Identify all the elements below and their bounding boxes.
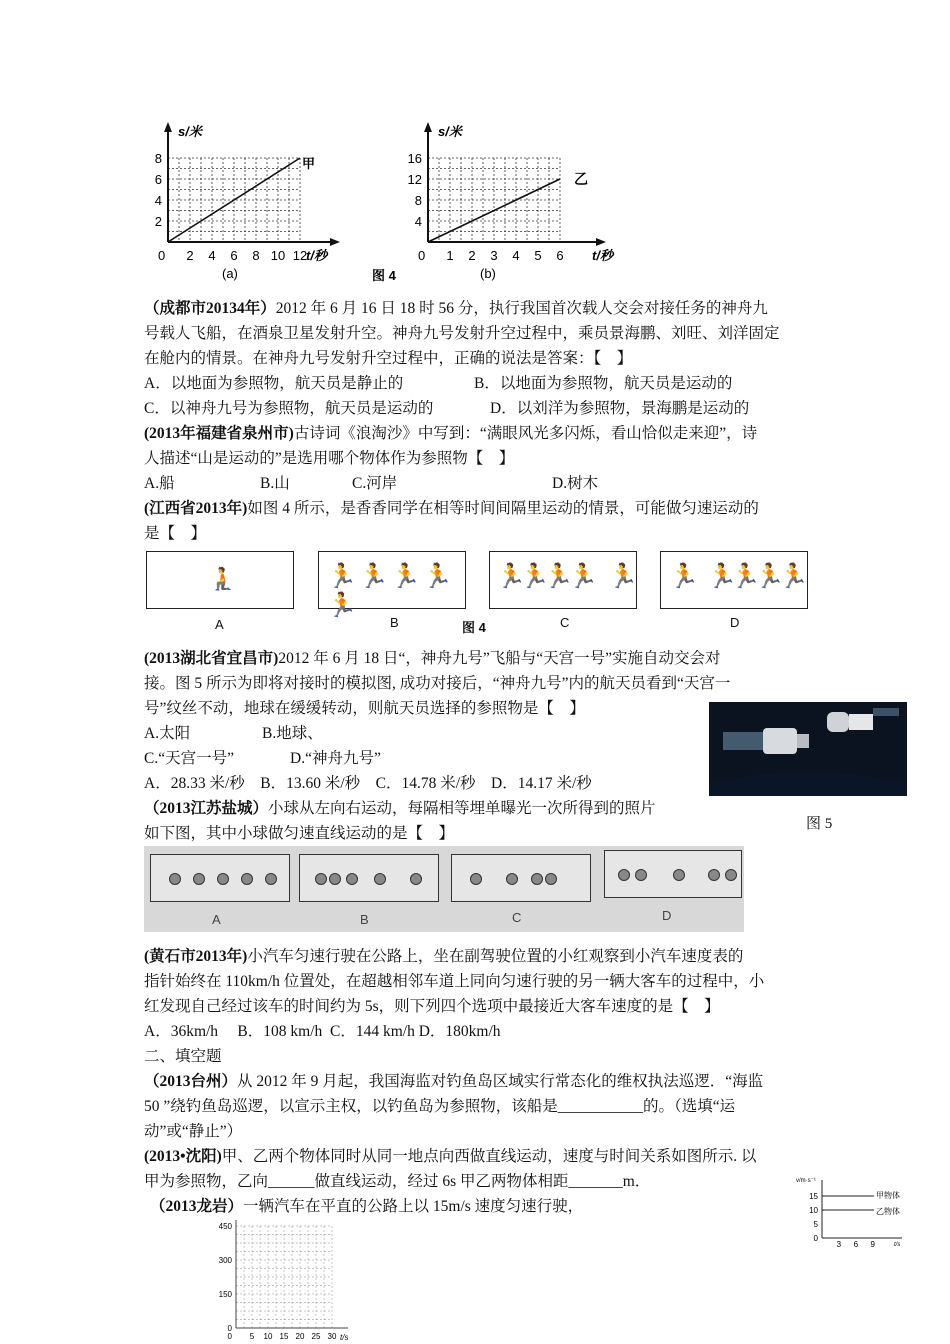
figure-4-caption: 图 4 <box>372 268 396 283</box>
q6-text1: 小汽车匀速行驶在公路上，坐在副驾驶位置的小红观察到小汽车速度表的 <box>247 948 744 965</box>
q8-y-tick: 10 <box>809 1206 818 1215</box>
q5-label-d: D <box>662 908 672 923</box>
graph-a <box>155 122 340 281</box>
graph-b-sublabel: (b) <box>480 266 496 281</box>
q3-line2: 是【 】 <box>144 525 207 542</box>
q3-caption: 图 4 <box>462 620 486 635</box>
q9-blank-graph <box>200 1218 360 1344</box>
q1-option-c: C．以神舟九号为参照物，航天员是运动的 <box>144 400 434 417</box>
q5-balls-b <box>314 872 426 890</box>
q4-extra-options: A．28.33 米/秒 B．13.60 米/秒 C．14.78 米/秒 D．14.17 米/秒 <box>144 775 592 792</box>
q3-label-d: D <box>730 615 740 630</box>
graph-a-origin: 0 <box>158 248 166 263</box>
q5-text1: 小球从左向右运动，每隔相等埋单曝光一次所得到的照片 <box>268 800 656 817</box>
figure-4-graphs <box>140 118 650 288</box>
graph-b-y-arrow <box>424 122 432 132</box>
q8-line1 <box>144 1146 757 1168</box>
graph-a-x-arrow <box>330 238 340 246</box>
q3-panel-d <box>660 551 808 609</box>
q2-line2: 人描述“山是运动的”是选用哪个物体作为参照物【 】 <box>144 450 515 467</box>
q9-y-tick: 300 <box>218 1256 232 1265</box>
q3-text1: 如图 4 所示，是香香同学在相等时间间隔里运动的情景，可能做匀速运动的 <box>247 500 759 517</box>
q9-x-tick: 5 <box>249 1332 255 1341</box>
q9-x-tick: 25 <box>311 1332 321 1341</box>
q1-option-d: D．以刘洋为参照物，景海鹏是运动的 <box>490 400 750 417</box>
q5-source: （2013江苏盐城） <box>144 800 269 817</box>
x-tick-label: 1 <box>446 248 454 263</box>
runner-icon-c4: 🏃 <box>568 564 598 590</box>
q3-label-a: A <box>215 617 224 632</box>
q3-source: (江西省2013年) <box>144 500 248 517</box>
y-tick-label: 2 <box>154 214 162 229</box>
q5-photo-strip <box>144 846 744 932</box>
graph-a-sublabel: (a) <box>222 266 238 281</box>
figure-5-caption: 图 5 <box>806 816 833 832</box>
q4-option-c: C.“天宫一号” <box>144 750 234 767</box>
q9-text1: 一辆汽车在平直的公路上以 15m/s 速度匀速行驶， <box>243 1198 584 1215</box>
runner-icon-c5: 🏃 <box>608 564 638 590</box>
y-tick-label: 4 <box>414 214 422 229</box>
x-tick-label: 12 <box>292 248 308 263</box>
x-tick-label: 8 <box>252 248 260 263</box>
q2-text1: 古诗词《浪淘沙》中写到：“满眼风光多闪烁，看山恰似走来迎”，诗 <box>293 425 758 442</box>
runner-icons-clustered: 🏃🏃🏃🏃 <box>707 564 803 590</box>
runner-icons-even: 🏃🏃🏃🏃🏃 <box>327 564 455 619</box>
q8-x-tick: 6 <box>853 1240 859 1249</box>
q8-label-yi: 乙物体 <box>876 1207 900 1216</box>
q8-y-label: v/m·s⁻¹ <box>796 1178 816 1184</box>
q8-velocity-graph <box>794 1174 912 1254</box>
q1-line1 <box>144 298 768 320</box>
q7-text1: 从 2012 年 9 月起，我国海监对钓鱼岛区域实行常态化的维权执法巡逻．“海监 <box>237 1073 764 1090</box>
runner-icon-d1: 🏃 <box>669 564 699 590</box>
q8-x-label: t/s <box>894 1242 901 1248</box>
q9-x-tick: 20 <box>295 1332 305 1341</box>
q6-source: (黄石市2013年) <box>144 948 248 965</box>
q2-source: (2013年福建省泉州市) <box>144 425 294 442</box>
q9-x-tick: 30 <box>327 1332 337 1341</box>
graph-a-x-label: t/秒 <box>306 248 327 263</box>
q5-balls-a <box>165 872 281 890</box>
q2-option-b: B.山 <box>260 475 290 492</box>
q5-line2: 如下图，其中小球做匀速直线运动的是【 】 <box>144 825 455 842</box>
q5-label-c: C <box>512 910 522 925</box>
q6-line2: 指针始终在 110km/h 位置处，在超越相邻车道上同向匀速行驶的另一辆大客车的过程中，小 <box>144 973 765 990</box>
q5-panel-c <box>451 854 591 902</box>
q3-line1 <box>144 498 759 520</box>
q1-line3: 在舱内的情景。在神舟九号发射升空过程中，正确的说法是答案：【 】 <box>144 350 633 367</box>
q9-x-label: t/s <box>340 1333 349 1342</box>
q1-text1: 2012 年 6 月 16 日 18 时 56 分，执行我国首次载人交会对接任务的神舟九 <box>275 300 768 317</box>
q8-x-tick: 9 <box>870 1240 875 1249</box>
q7-source: （2013台州） <box>144 1073 238 1090</box>
y-tick-label: 8 <box>154 151 162 166</box>
y-tick-label: 12 <box>407 172 422 187</box>
q2-option-d: D.树木 <box>552 475 599 492</box>
graph-b-origin: 0 <box>418 248 426 263</box>
q9-y-tick: 0 <box>227 1324 232 1333</box>
q8-x-tick: 3 <box>836 1240 842 1249</box>
x-tick-label: 6 <box>230 248 238 263</box>
q3-label-c: C <box>560 615 570 630</box>
q8-y-tick: 0 <box>813 1234 818 1243</box>
q8-source: (2013•沈阳) <box>144 1148 222 1165</box>
y-tick-label: 8 <box>414 193 422 208</box>
q5-label-a: A <box>212 912 221 927</box>
q8-y-tick: 5 <box>813 1220 818 1229</box>
q5-panel-d <box>604 850 742 898</box>
q5-label-b: B <box>360 912 369 927</box>
q4-option-d: D.“神舟九号” <box>290 750 381 767</box>
q4-line3: 号”纹丝不动，地球在缓缓转动，则航天员选择的参照物是【 】 <box>144 700 585 717</box>
graph-b-x-arrow <box>596 238 606 246</box>
x-tick-label: 4 <box>512 248 520 263</box>
q4-option-b: B.地球、 <box>262 725 323 742</box>
graph-b-y-label: s/米 <box>438 124 462 139</box>
q9-x-tick: 15 <box>279 1332 289 1341</box>
x-tick-label: 6 <box>556 248 564 263</box>
q6-line1 <box>144 946 743 968</box>
q4-line1 <box>144 648 720 670</box>
runner-icons-spread: 🏃🏃🏃 <box>496 564 568 590</box>
x-tick-label: 5 <box>534 248 542 263</box>
graph-a-y-arrow <box>164 122 172 132</box>
q7-line2: 50 ”绕钓鱼岛巡逻，以宣示主权，以钓鱼岛为参照物，该船是___________的。（选填“运 <box>144 1098 736 1115</box>
q1-option-a: A．以地面为参照物，航天员是静止的 <box>144 375 404 392</box>
q5-line1 <box>144 798 656 820</box>
q1-line2: 号载人飞船，在酒泉卫星发射升空。神舟九号发射升空过程中，乘员景海鹏、刘旺、刘洋固定 <box>144 325 780 342</box>
graph-b-x-label: t/秒 <box>592 248 613 263</box>
q9-x-tick: 10 <box>263 1332 273 1341</box>
q8-line2: 甲为参照物，乙向______做直线运动，经过 6s 甲乙两物体相距_______m． <box>144 1173 651 1190</box>
q1-option-b: B．以地面为参照物，航天员是运动的 <box>474 375 733 392</box>
graph-b <box>408 122 616 281</box>
q2-option-a: A.船 <box>144 475 175 492</box>
q7-line3: 动”或“静止”） <box>144 1123 243 1140</box>
crouching-person-icon: 🧎 <box>209 566 237 591</box>
y-tick-label: 16 <box>407 151 422 166</box>
q8-y-tick: 15 <box>809 1192 818 1201</box>
y-tick-label: 4 <box>154 193 162 208</box>
q4-source: (2013湖北省宜昌市) <box>144 650 279 667</box>
q8-text1: 甲、乙两个物体同时从同一地点向西做直线运动，速度与时间关系如图所示. 以 <box>221 1148 757 1165</box>
x-tick-label: 2 <box>468 248 476 263</box>
q4-option-a: A.太阳 <box>144 725 191 742</box>
q3-label-b: B <box>390 615 399 630</box>
spacecraft-image <box>709 702 907 796</box>
q2-line1 <box>144 423 757 445</box>
q8-label-jia: 甲物体 <box>876 1191 900 1200</box>
q7-line1 <box>144 1071 763 1093</box>
q9-y-tick: 150 <box>218 1290 232 1299</box>
q3-panel-a <box>146 551 294 609</box>
q3-panel-c <box>489 551 637 609</box>
graph-a-y-label: s/米 <box>178 124 202 139</box>
q9-source: （2013龙岩） <box>150 1198 244 1215</box>
q4-line2: 接。图 5 所示为即将对接时的模拟图, 成功对接后，“神舟九号”内的航天员看到“天宫一 <box>144 675 731 692</box>
q9-line1 <box>150 1196 583 1218</box>
q1-source: （成都市20134年） <box>144 300 276 317</box>
x-tick-label: 4 <box>208 248 216 263</box>
q9-y-tick: 450 <box>218 1222 232 1231</box>
q2-option-c: C.河岸 <box>352 475 398 492</box>
x-tick-label: 3 <box>490 248 498 263</box>
section-2-heading: 二、填空题 <box>144 1048 222 1065</box>
q5-balls-d <box>617 868 741 886</box>
q4-text1: 2012 年 6 月 18 日“，神舟九号”飞船与“天宫一号”实施自动交会对 <box>278 650 721 667</box>
q5-panel-b <box>299 854 439 902</box>
x-tick-label: 2 <box>186 248 194 263</box>
q5-panel-a <box>150 854 290 902</box>
y-tick-label: 6 <box>154 172 162 187</box>
graph-a-line-label: 甲 <box>302 156 316 171</box>
graph-b-line-label: 乙 <box>574 171 588 187</box>
q6-line3: 红发现自己经过该车的时间约为 5s，则下列四个选项中最接近大客车速度的是【 】 <box>144 998 720 1015</box>
q9-origin: 0 <box>227 1332 232 1341</box>
q3-panel-b <box>318 551 466 619</box>
x-tick-label: 10 <box>270 248 286 263</box>
q6-options: A．36km/h B．108 km/h C．144 km/h D．180km/h <box>144 1023 501 1040</box>
q5-balls-c <box>466 872 558 890</box>
